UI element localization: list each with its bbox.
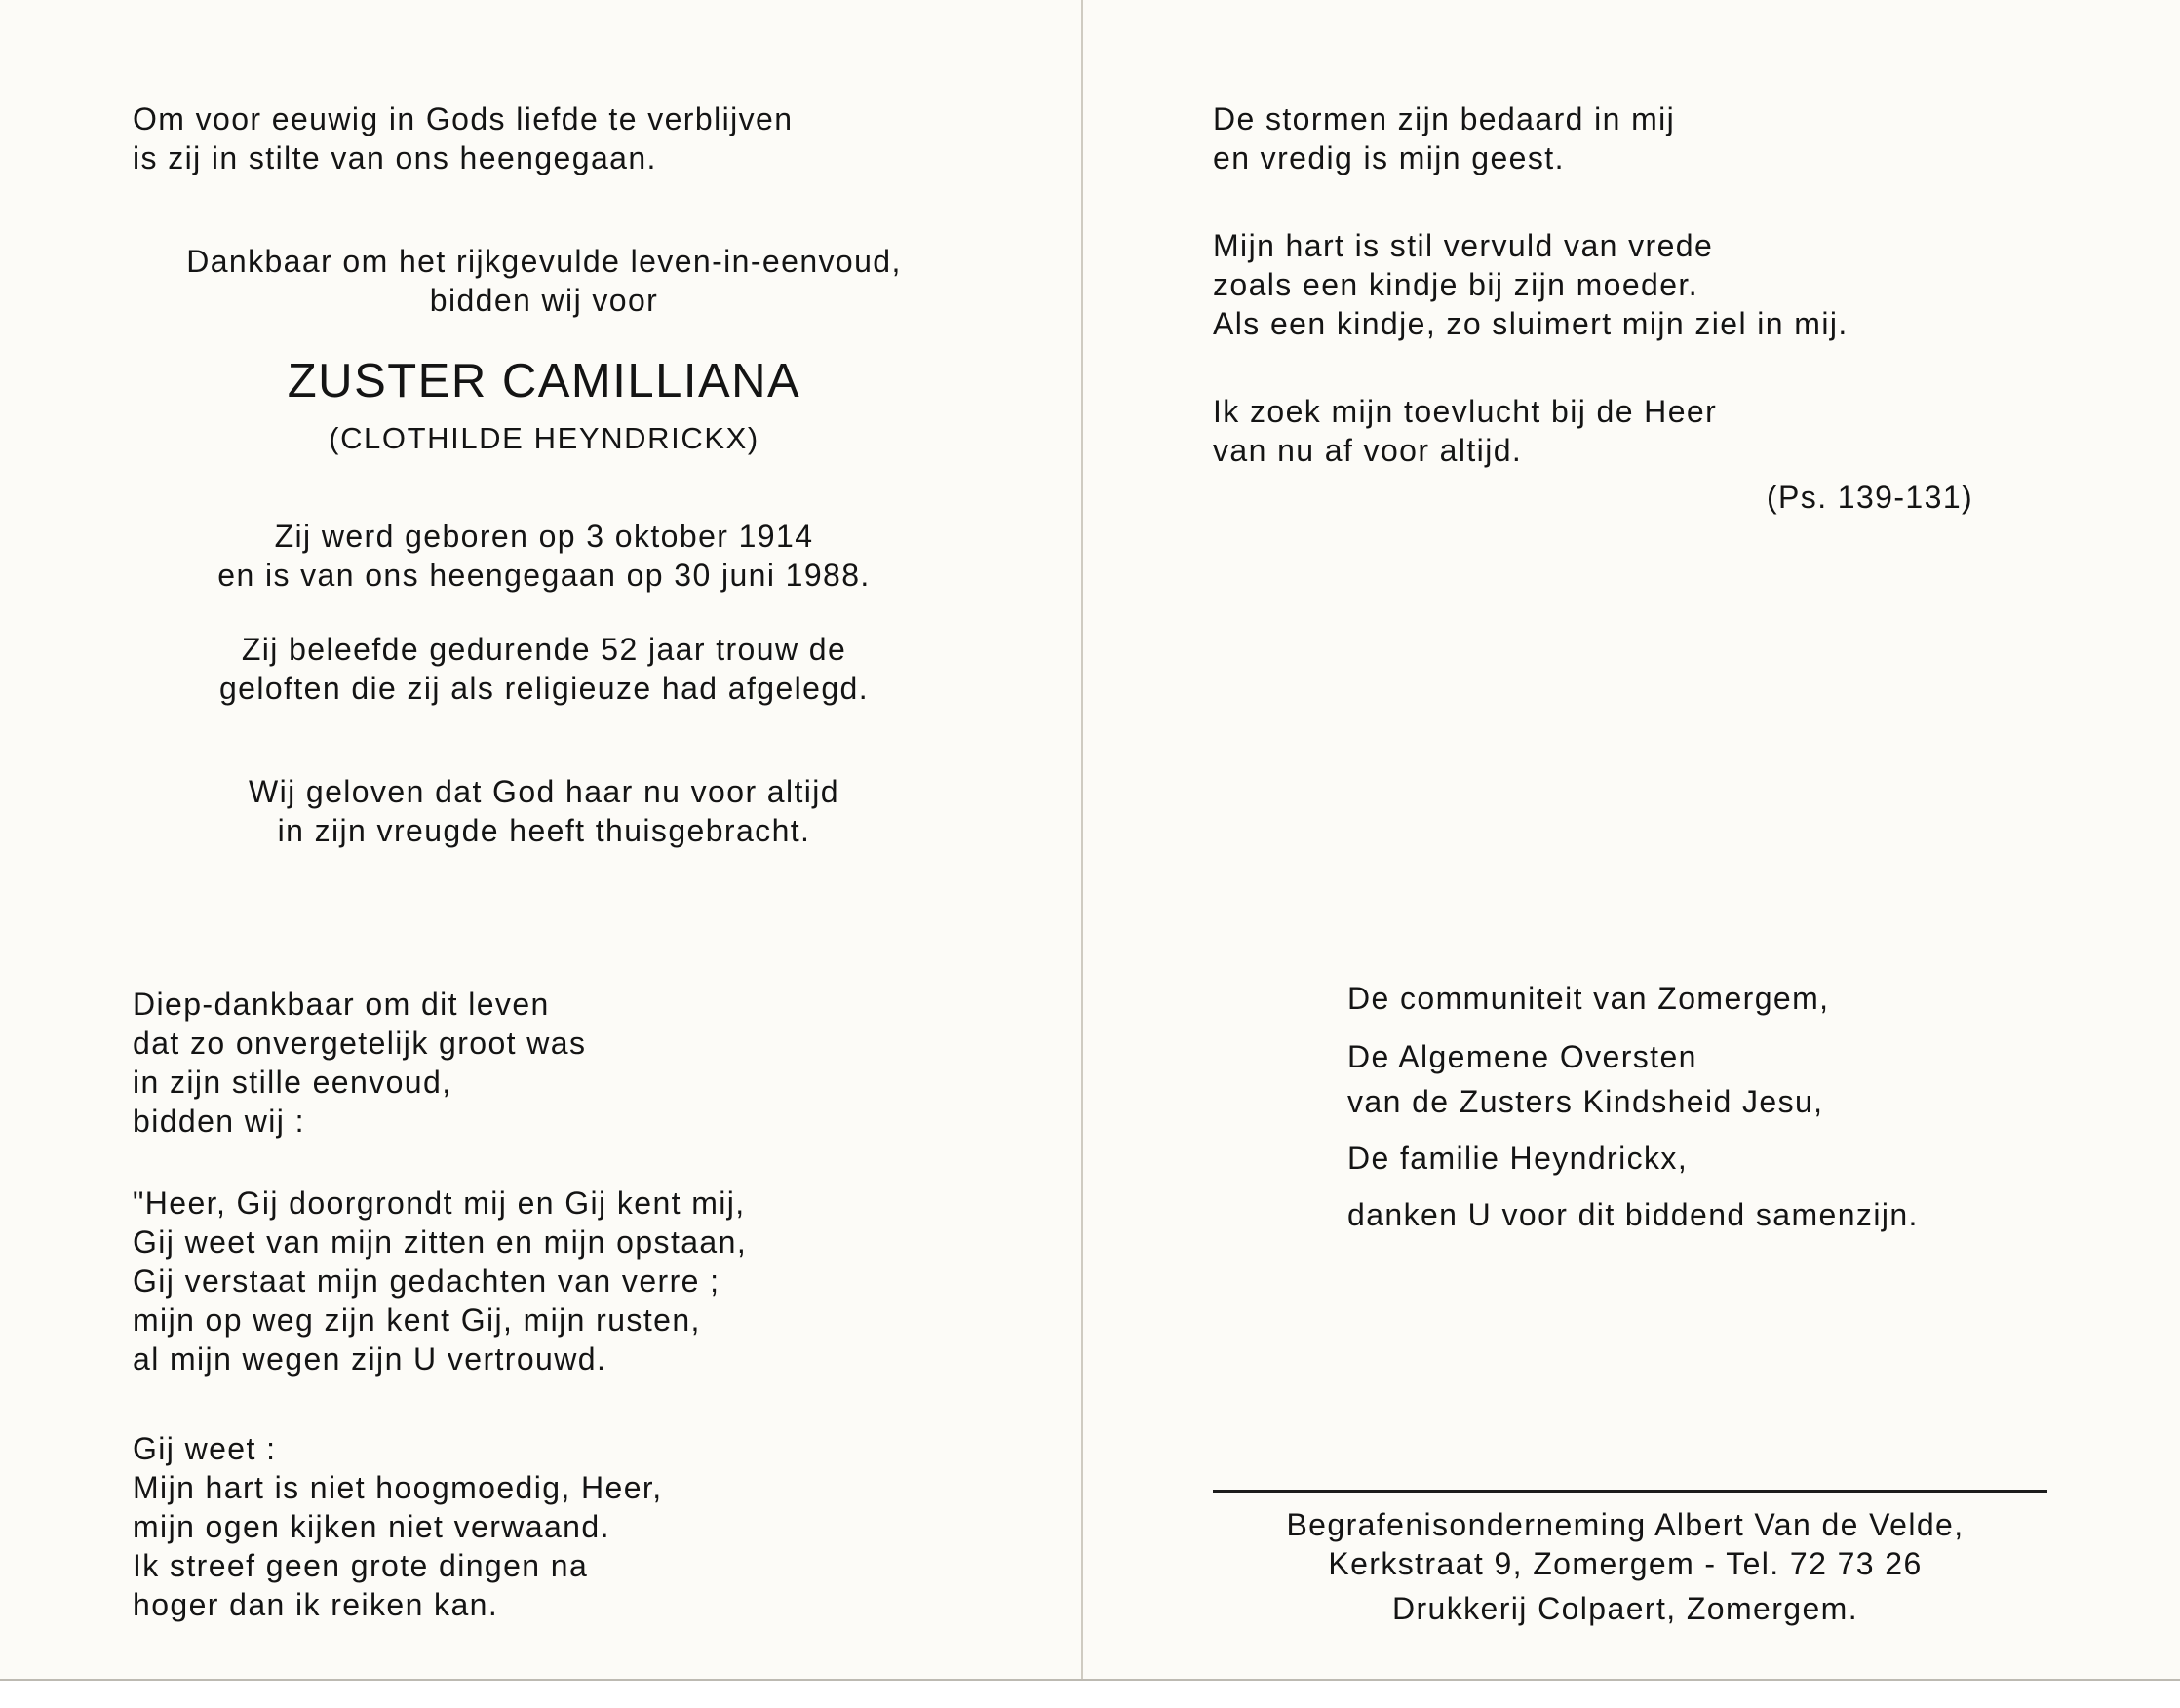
verse-3 — [1213, 392, 1717, 470]
verse-line: Ik zoek mijn toevlucht bij de Heer — [1213, 394, 1718, 429]
faith-line: in zijn vreugde heeft thuisgebracht. — [277, 813, 811, 848]
vows-line: geloften die zij als religieuze had afgelegd. — [218, 671, 870, 706]
footer-divider — [1213, 1490, 2047, 1493]
signatories — [1347, 979, 1919, 1234]
vows-text — [115, 630, 973, 708]
verse-2 — [1213, 226, 1849, 343]
verse-1 — [1213, 99, 1675, 177]
deceased-birth-name: (CLOTHILDE HEYNDRICKX) — [329, 421, 759, 455]
left-page — [0, 0, 1080, 1679]
intro-text — [133, 99, 793, 177]
closing-quote-line: Ik streef geen grote dingen na — [133, 1548, 589, 1583]
dates-line: en is van ons heengegaan op 30 juni 1988. — [217, 558, 871, 593]
faith-line: Wij geloven dat God haar nu voor altijd — [248, 774, 840, 809]
prayer-intro-line: Diep-dankbaar om dit leven — [133, 987, 550, 1022]
verse-line: Als een kindje, zo sluimert mijn ziel in mij. — [1213, 306, 1849, 341]
intro-line: Om voor eeuwig in Gods liefde te verblijven — [133, 101, 794, 136]
psalm-quote-line: mijn op weg zijn kent Gij, mijn rusten, — [133, 1302, 701, 1338]
intro-line: is zij in stilte van ons heengegaan. — [133, 140, 657, 175]
thanks-line: Dankbaar om het rijkgevulde leven-in-eenvoud, — [186, 244, 902, 279]
dates-line: Zij werd geboren op 3 oktober 1914 — [274, 519, 814, 554]
verse-line: Mijn hart is stil vervuld van vrede — [1213, 228, 1714, 263]
prayer-intro-line: bidden wij : — [133, 1104, 305, 1139]
verse-line: De stormen zijn bedaard in mij — [1213, 101, 1676, 136]
deceased-name: ZUSTER CAMILLIANA — [287, 355, 801, 408]
footer-line: Kerkstraat 9, Zomergem - Tel. 72 73 26 — [1328, 1546, 1923, 1581]
card-fold-line — [1081, 0, 1083, 1681]
psalm-quote — [133, 1184, 747, 1378]
footer-line: Begrafenisonderneming Albert Van de Velde, — [1286, 1507, 1965, 1542]
prayer-intro-line: dat zo onvergetelijk groot was — [133, 1026, 587, 1061]
deceased-name-block — [115, 353, 973, 458]
footer-credits — [1203, 1505, 2047, 1628]
closing-quote-line: mijn ogen kijken niet verwaand. — [133, 1509, 610, 1544]
psalm-quote-line: "Heer, Gij doorgrondt mij en Gij kent mij, — [133, 1185, 746, 1221]
vows-line: Zij beleefde gedurende 52 jaar trouw de — [241, 632, 847, 667]
psalm-quote-line: Gij verstaat mijn gedachten van verre ; — [133, 1263, 720, 1299]
closing-quote-line: hoger dan ik reiken kan. — [133, 1587, 499, 1622]
faith-text — [115, 772, 973, 850]
verse-line: en vredig is mijn geest. — [1213, 140, 1565, 175]
footer-line: Drukkerij Colpaert, Zomergem. — [1391, 1591, 1859, 1626]
thanks-line: bidden wij voor — [429, 283, 659, 318]
psalm-reference — [1767, 478, 1973, 517]
closing-quote — [133, 1429, 662, 1624]
verse-line: zoals een kindje bij zijn moeder. — [1213, 267, 1699, 302]
dates-text — [115, 517, 973, 595]
signatory-community: De communiteit van Zomergem, — [1347, 981, 1830, 1016]
signatory-superiors: van de Zusters Kindsheid Jesu, — [1347, 1084, 1824, 1119]
closing-quote-line: Gij weet : — [133, 1431, 277, 1466]
prayer-intro — [133, 985, 586, 1141]
psalm-quote-line: al mijn wegen zijn U vertrouwd. — [133, 1341, 607, 1377]
prayer-intro-line: in zijn stille eenvoud, — [133, 1065, 452, 1100]
closing-quote-line: Mijn hart is niet hoogmoedig, Heer, — [133, 1470, 663, 1505]
signatory-superiors: De Algemene Oversten — [1347, 1039, 1697, 1074]
verse-line: van nu af voor altijd. — [1213, 433, 1523, 468]
psalm-quote-line: Gij weet van mijn zitten en mijn opstaan, — [133, 1224, 748, 1260]
right-page — [1084, 0, 2180, 1679]
thanks-text — [115, 242, 973, 320]
card-bottom-edge — [0, 1679, 2180, 1708]
signatory-family: De familie Heyndrickx, — [1347, 1141, 1689, 1176]
signatory-thanks: danken U voor dit biddend samenzijn. — [1347, 1197, 1919, 1232]
psalm-reference-text: (Ps. 139-131) — [1767, 480, 1974, 515]
